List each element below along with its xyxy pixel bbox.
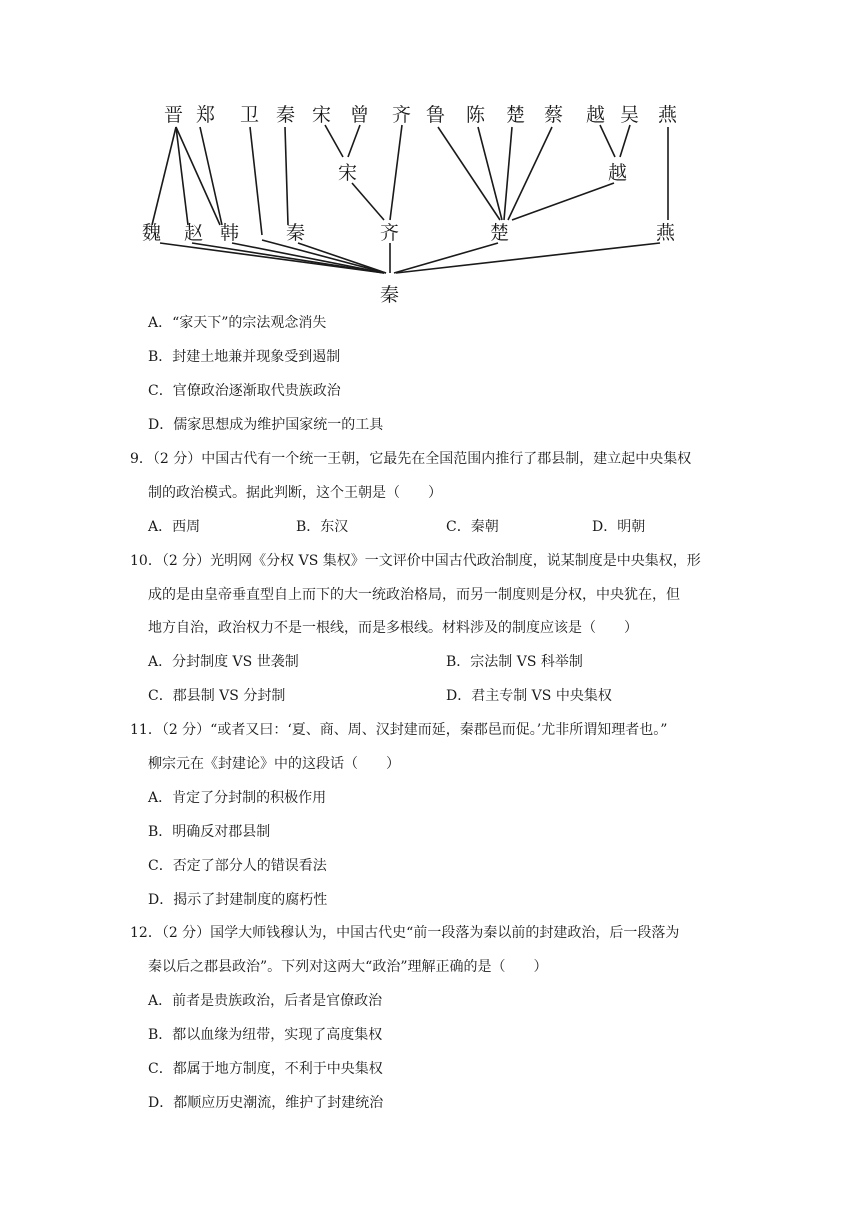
q12-option-b[interactable]: B．都以血缘为纽带，实现了高度集权 (148, 1027, 383, 1043)
state-label: 越 (586, 104, 606, 126)
q10-option-b[interactable]: B．宗法制 VS 科举制 (446, 654, 583, 670)
state-label: 曾 (350, 104, 370, 126)
state-label: 赵 (184, 222, 204, 244)
q8-option-d[interactable]: D．儒家思想成为维护国家统一的工具 (148, 417, 384, 433)
state-label: 秦 (286, 222, 306, 244)
state-label: 燕 (658, 104, 678, 126)
state-label: 秦 (276, 104, 296, 126)
state-label: 魏 (142, 222, 162, 244)
state-label: 蔡 (544, 104, 564, 126)
q9-option-d[interactable]: D．明朝 (592, 519, 646, 535)
state-label: 燕 (656, 222, 676, 244)
state-label: 越 (608, 162, 628, 184)
q10-option-a[interactable]: A．分封制度 VS 世袭制 (148, 654, 299, 670)
state-label: 晋 (164, 104, 184, 126)
q9-stem-line2: 制的政治模式。据此判断，这个王朝是（ ） (148, 485, 442, 501)
q10-stem-line2: 成的是由皇帝垂直型自上而下的大一统政治格局，而另一制度则是分权，中央犹在，但 (148, 587, 680, 603)
state-label: 楚 (506, 104, 526, 126)
q9-option-b[interactable]: B．东汉 (296, 519, 349, 535)
state-label: 鲁 (426, 104, 446, 126)
mid-state-labels (338, 162, 627, 184)
state-label: 齐 (380, 222, 400, 244)
state-label: 卫 (240, 104, 260, 126)
q12-option-a[interactable]: A．前者是贵族政治，后者是官僚政治 (148, 993, 383, 1009)
q12-option-d[interactable]: D．都顺应历史潮流，维护了封建统治 (148, 1095, 384, 1111)
state-label: 郑 (196, 104, 216, 126)
q11-option-b[interactable]: B．明确反对郡县制 (148, 824, 271, 840)
q11-option-c[interactable]: C．否定了部分人的错误看法 (148, 858, 327, 874)
q12-option-c[interactable]: C．都属于地方制度，不利于中央集权 (148, 1061, 383, 1077)
state-label: 宋 (312, 104, 332, 126)
q9-stem-line1: 9．（2 分）中国古代有一个统一王朝，它最先在全国范围内推行了郡县制，建立起中央集权 (130, 451, 692, 467)
q8-option-b[interactable]: B．封建土地兼并现象受到遏制 (148, 349, 341, 365)
q11-option-a[interactable]: A．肯定了分封制的积极作用 (148, 790, 327, 806)
final-state-label: 秦 (380, 284, 400, 306)
q10-stem-line3: 地方自治，政治权力不是一根线，而是多根线。材料涉及的制度应该是（ ） (148, 620, 638, 636)
state-merger-diagram (140, 95, 720, 320)
q11-stem-line1: 11．（2 分）“或者又曰：‘夏、商、周、汉封建而延，秦郡邑而促。’尤非所谓知理者也。” (130, 722, 668, 738)
merger-lines (152, 125, 668, 273)
state-label: 吴 (620, 104, 640, 126)
state-label: 齐 (392, 104, 412, 126)
state-label: 韩 (220, 222, 240, 244)
low-state-labels (142, 222, 676, 244)
q9-option-a[interactable]: A．西周 (148, 519, 201, 535)
q8-option-c[interactable]: C．官僚政治逐渐取代贵族政治 (148, 383, 341, 399)
q11-option-d[interactable]: D．揭示了封建制度的腐朽性 (148, 892, 328, 908)
q12-stem-line2: 秦以后之郡县政治”。下列对这两大“政治”理解正确的是（ ） (148, 959, 548, 975)
state-label: 楚 (490, 222, 510, 244)
state-label: 宋 (338, 162, 358, 184)
q11-stem-line2: 柳宗元在《封建论》中的这段话（ ） (148, 756, 400, 772)
top-state-labels (164, 104, 678, 126)
q8-option-a[interactable]: A．“家天下”的宗法观念消失 (148, 315, 327, 331)
state-label: 陈 (466, 104, 486, 126)
q10-option-d[interactable]: D．君主专制 VS 中央集权 (446, 688, 612, 704)
q12-stem-line1: 12．（2 分）国学大师钱穆认为，中国古代史“前一段落为秦以前的封建政治，后一段落为 (130, 925, 680, 941)
q10-option-c[interactable]: C．郡县制 VS 分封制 (148, 688, 286, 704)
q10-stem-line1: 10．（2 分）光明网《分权 VS 集权》一文评价中国古代政治制度，说某制度是中央集权，形 (130, 553, 701, 569)
q9-option-c[interactable]: C．秦朝 (446, 519, 499, 535)
